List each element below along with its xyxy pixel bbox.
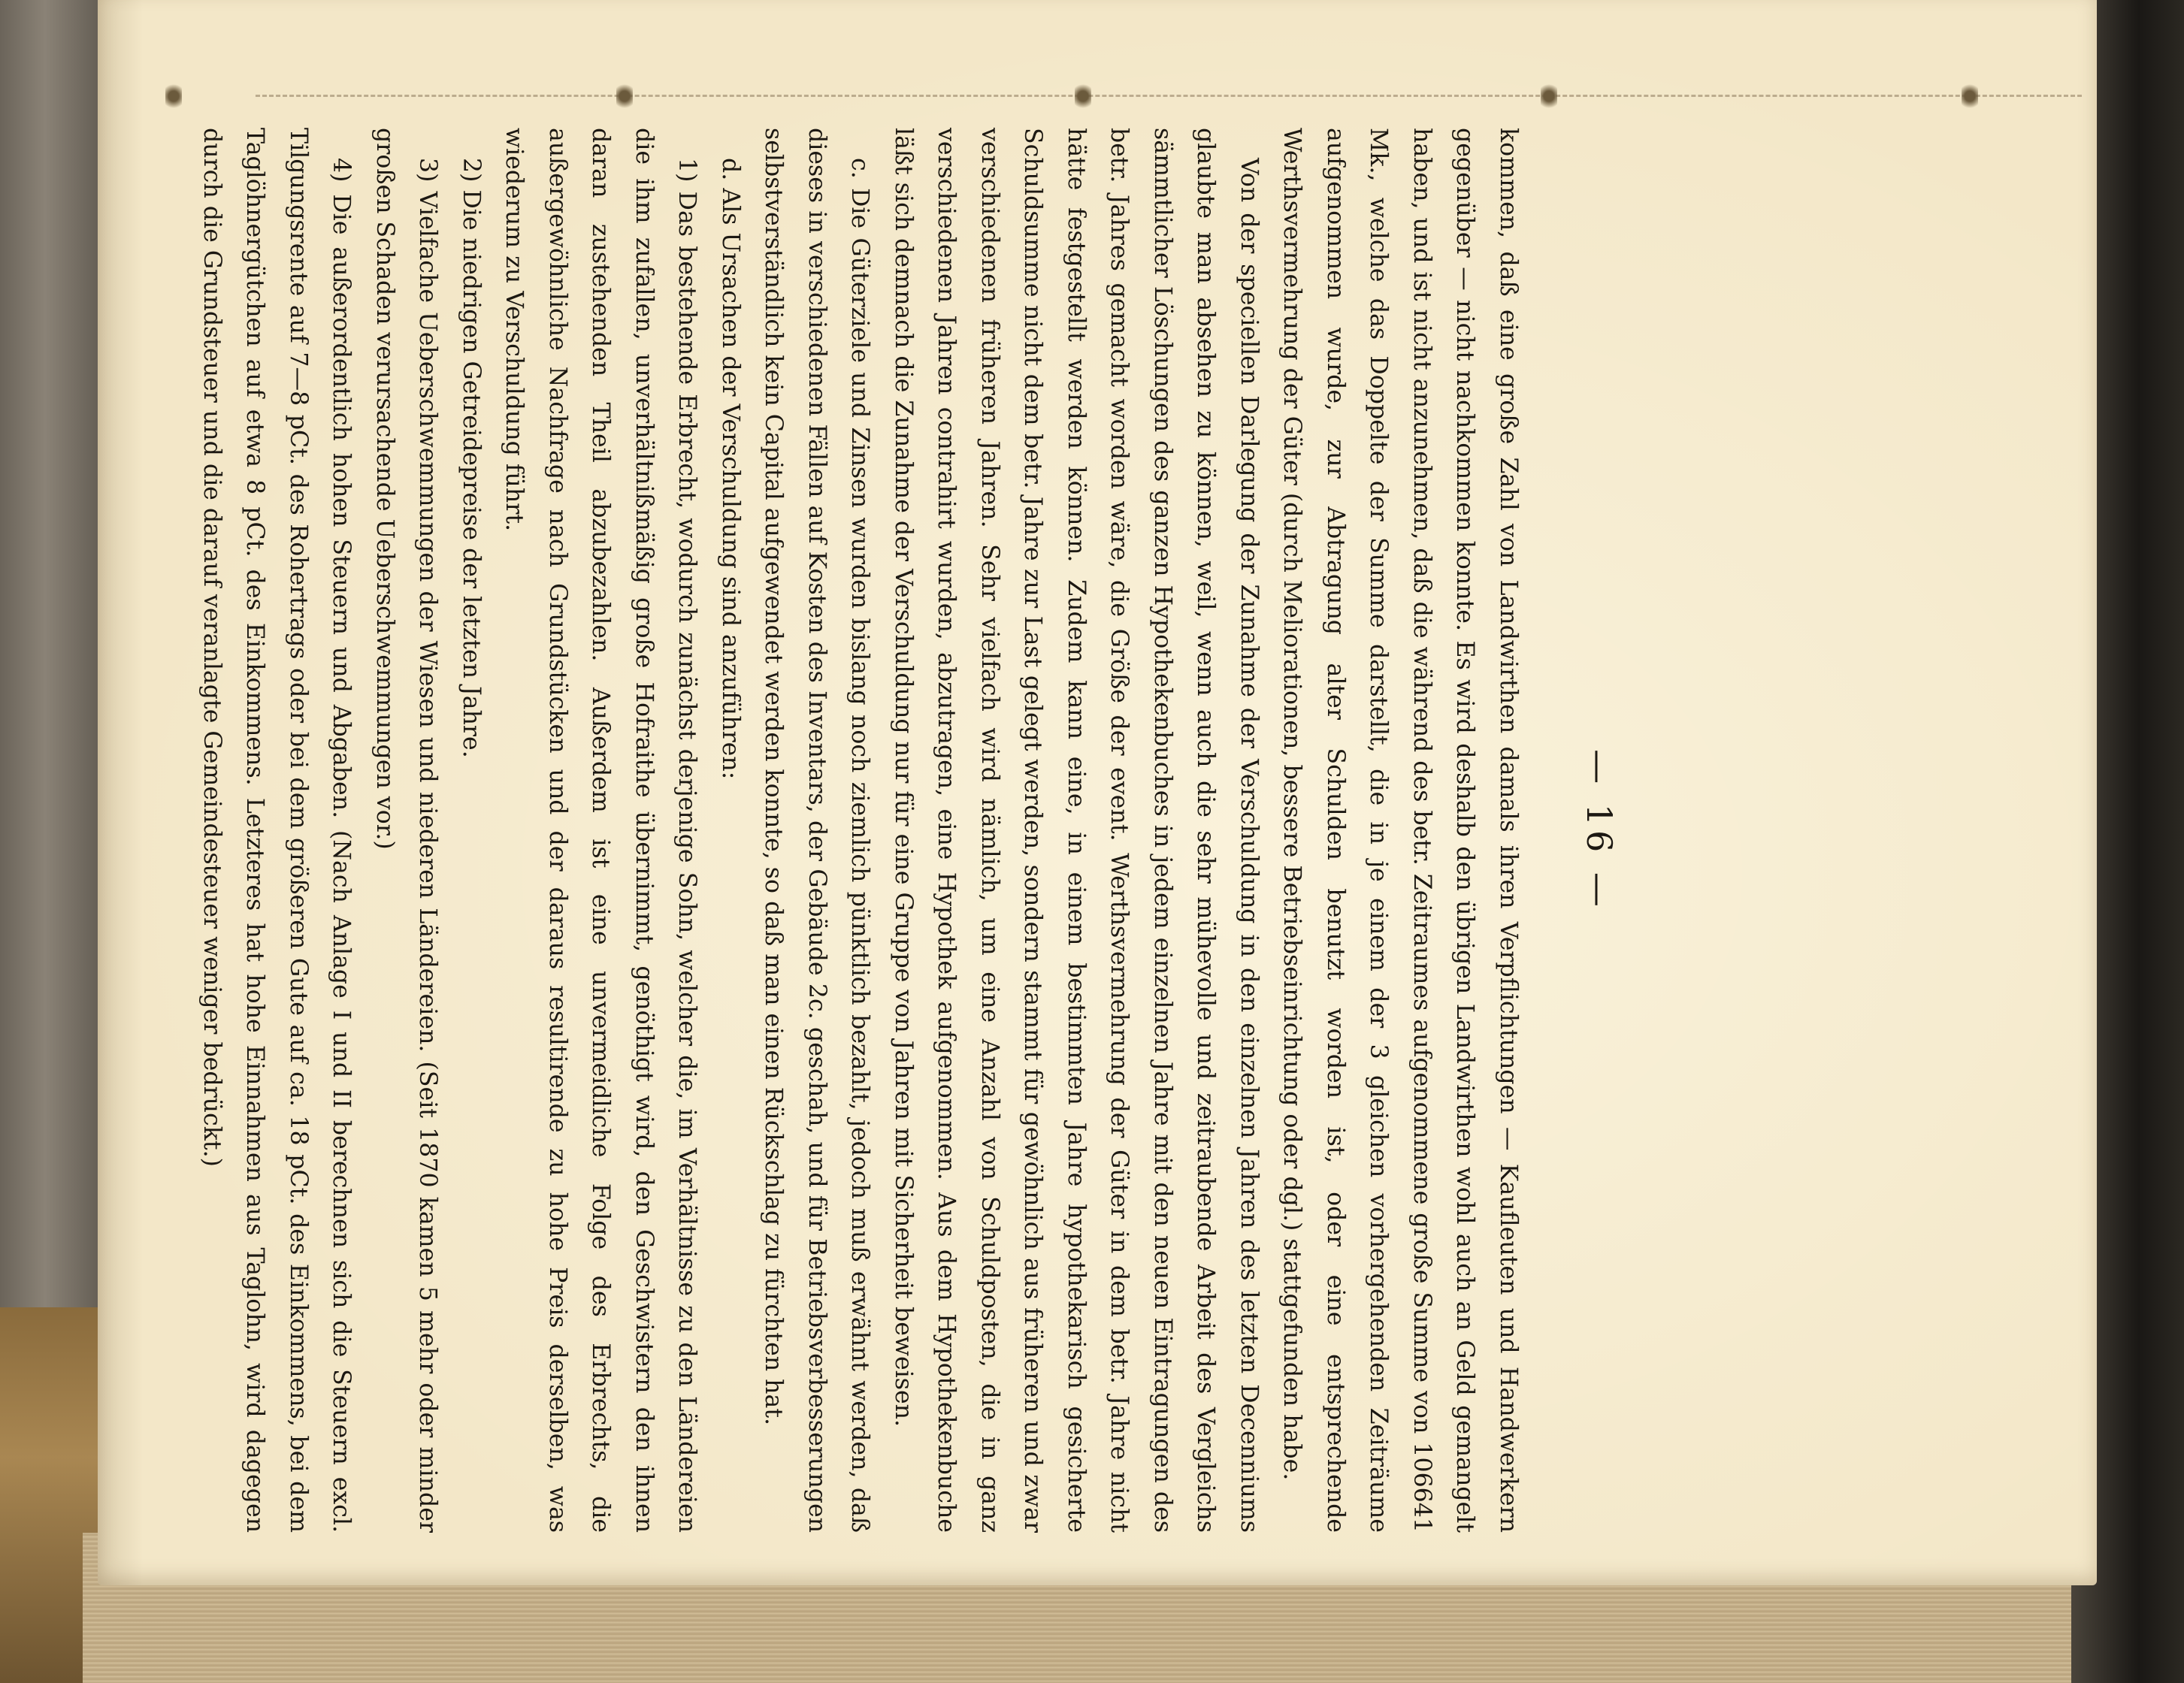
list-item: 1) Das bestehende Erbrecht, wodurch zunächst derjenige Sohn, welcher die, im Verhältnisse zu den Ländereien die ihm zufallen, unverhältnißmäßig große Hofraithe übernimmt, genöthigt wird, den Geschwistern den ihnen daran zustehenden Theil abzubezahlen. Außerdem ist eine unvermeidliche Folge des Erbrechts, die außergewöhnliche Nachfrage nach Grundstücken und der daraus resultirende zu hohe Preis derselben, was wiederum zu Verschuldung führt.: [501, 128, 701, 1533]
stitch-hole: [1962, 81, 1978, 111]
binding-stitch-line: [256, 95, 2082, 97]
body-text: [190, 98, 1530, 1563]
stitch-hole: [165, 81, 182, 111]
list-item: 2) Die niedrigen Getreidepreise der letzten Jahre.: [458, 158, 485, 758]
book-spine-cloth: [0, 0, 113, 1307]
rotated-text-block: [198, 98, 1620, 1563]
paragraph: kommen, daß eine große Zahl von Landwirthen damals ihren Verpflichtungen — Kaufleuten und Handwerkern gegenüber — nicht nachkommen konnte. Es wird deshalb den übrigen Landwirthen wohl auch an Geld gemangelt haben, und ist nicht anzunehmen, daß die während des betr. Zeitraumes aufgenommene große Summe von 106641 Mk., welche das Doppelte der Summe darstellt, die in je einem der 3 gleichen vorhergehenden Zeiträume aufgenommen wurde, zur Abtragung alter Schulden benutzt worden ist, oder eine entsprechende Werthsvermehrung der Güter (durch Meliorationen, bessere Betriebseinrichtung oder dgl.) stattgefunden habe.: [1278, 128, 1522, 1533]
paragraph: c. Die Güterziele und Zinsen wurden bislang noch ziemlich pünktlich bezahlt, jedoch muß erwähnt werden, daß dieses in verschiedenen Fällen auf Kosten des Inventars, der Gebäude 2c. geschah, und für Betriebsverbesserungen selbstverständlich kein Capital aufgewendet werden konnte, so daß man einen Rückschlag zu fürchten hat.: [760, 128, 874, 1533]
list-item: 3) Vielfache Ueberschwemmungen der Wiesen und niederen Ländereien. (Seit 1870 kamen 5 mehr oder minder großen Schaden verursachende Ueberschwemmungen vor.): [371, 128, 442, 1533]
paragraph: Von der speciellen Darlegung der Zunahme der Verschuldung in den einzelnen Jahren des letzten Decenniums glaubte man absehen zu können, weil, wenn auch die sehr mühevolle und zeitraubende Arbeit des Vergleichs sämmtlicher Löschungen des ganzen Hypothekenbuches in jedem einzelnen Jahre mit den neuen Eintragungen des betr. Jahres gemacht worden wäre, die Größe der event. Werthsvermehrung der Güter in dem betr. Jahre nicht hätte festgestellt werden können. Zudem kann eine, in einem bestimmten Jahre hypothekarisch gesicherte Schuldsumme nicht dem betr. Jahre zur Last gelegt werden, sondern stammt für gewöhnlich aus früheren und zwar verschiedenen früheren Jahren. Sehr vielfach wird nämlich, um eine Anzahl von Schuldposten, die in ganz verschiedenen Jahren contrahirt wurden, abzutragen, eine Hypothek aufgenommen. Aus dem Hypothekenbuche läßt sich demnach die Zunahme der Verschuldung nur für eine Gruppe von Jahren mit Sicherheit beweisen.: [890, 128, 1263, 1533]
list-item: 4) Die außerordentlich hohen Steuern und Abgaben. (Nach Anlage I und II berechnen sich die Steuern excl. Tilgungsrente auf 7—8 pCt. des Rohertrags oder bei dem größeren Gute auf ca. 18 pCt. des Einkommens, bei dem Taglöhnergütchen auf etwa 8 pCt. des Einkommens. Letzteres hat hohe Einnahmen aus Taglohn, wird dagegen durch die Grundsteuer und die darauf veranlagte Gemeindesteuer weniger bedrückt.): [198, 128, 355, 1533]
section-heading: d. Als Ursachen der Verschuldung sind anzuführen:: [717, 158, 744, 780]
page-number: — 16 —: [1579, 749, 1620, 911]
